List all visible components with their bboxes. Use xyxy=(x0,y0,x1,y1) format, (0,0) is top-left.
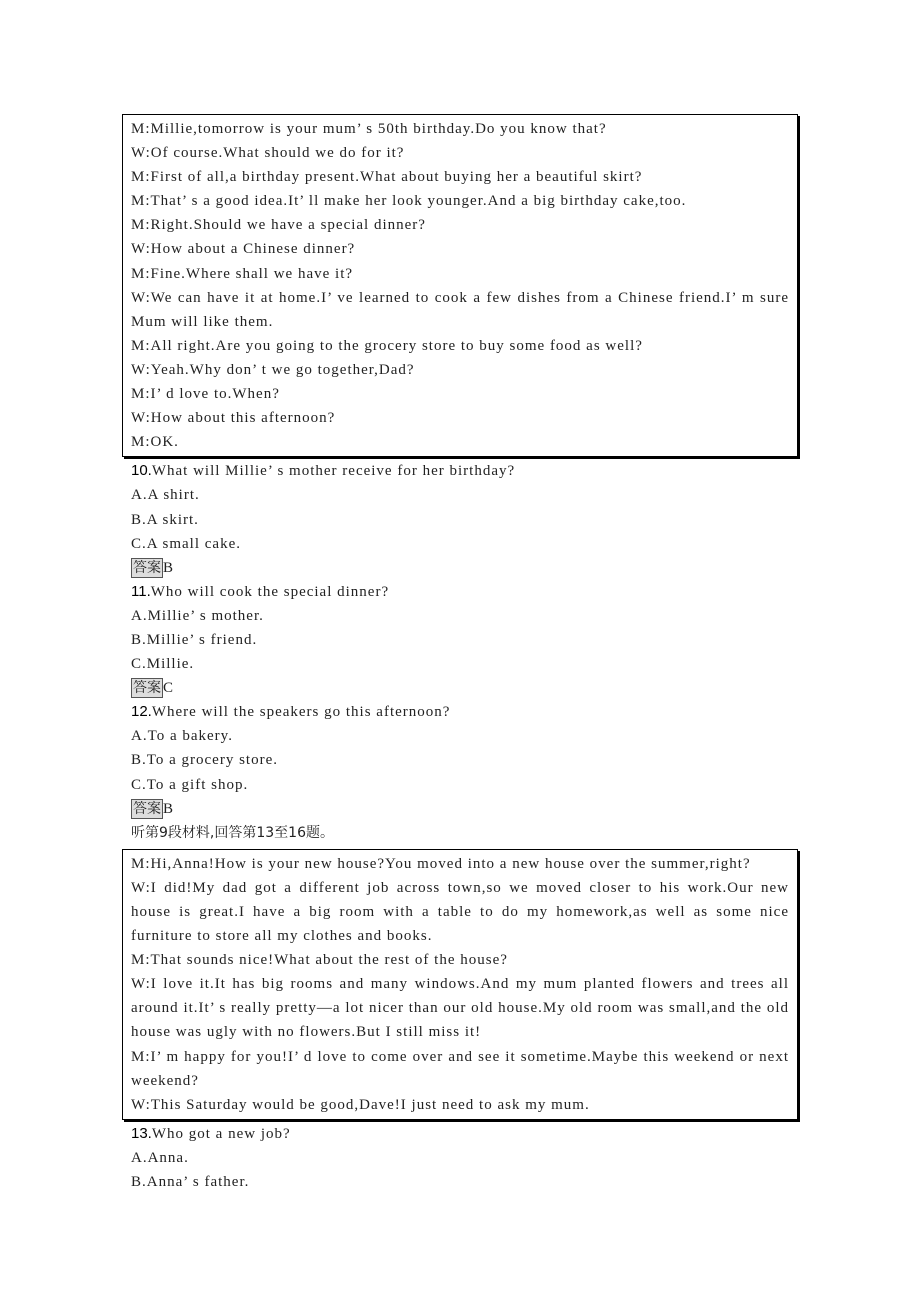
option: B.To a grocery store. xyxy=(131,752,278,769)
section-instruction: 听第9段材料,回答第13至16题。 xyxy=(131,824,334,841)
answer-value: B xyxy=(163,559,175,576)
option: C.To a gift shop. xyxy=(131,776,249,793)
question-13 xyxy=(122,1122,798,1194)
option: A.To a bakery. xyxy=(131,728,233,745)
dialogue-line: W:This Saturday would be good,Dave!I just need to ask my mum. xyxy=(131,1096,590,1113)
question-number: 10. xyxy=(131,462,152,480)
dialogue-line: M:Right.Should we have a special dinner? xyxy=(131,217,426,234)
dialogue-line: M:Millie,tomorrow is your mum’ s 50th birthday.Do you know that? xyxy=(131,121,607,137)
dialogue-box-2 xyxy=(122,849,798,1120)
question-12 xyxy=(131,700,798,724)
dialogue-line: M:Fine.Where shall we have it? xyxy=(131,265,354,282)
dialogue-line: W:How about a Chinese dinner? xyxy=(131,241,356,258)
question-10 xyxy=(131,459,798,483)
question-11 xyxy=(131,580,798,604)
dialogue-line: W:Yeah.Why don’ t we go together,Dad? xyxy=(131,361,415,378)
option: A.A shirt. xyxy=(131,487,200,504)
dialogue-line: W:Of course.What should we do for it? xyxy=(131,145,405,162)
dialogue-line: M:All right.Are you going to the grocery store to buy some food as well? xyxy=(131,337,643,354)
dialogue-line: M:That’ s a good idea.It’ ll make her look younger.And a big birthday cake,too. xyxy=(131,193,687,210)
question-text: Who will cook the special dinner? xyxy=(150,583,390,600)
question-number: 11. xyxy=(131,582,151,600)
dialogue-box-1 xyxy=(122,114,798,457)
questions-10-12 xyxy=(122,459,798,845)
option: B.A skirt. xyxy=(131,511,199,528)
dialogue-line: M:First of all,a birthday present.What about buying her a beautiful skirt? xyxy=(131,169,643,186)
question-text: Who got a new job? xyxy=(151,1125,291,1142)
dialogue-line: M:OK. xyxy=(131,434,179,451)
option: B.Millie’ s friend. xyxy=(131,631,258,648)
answer-badge: 答案 xyxy=(133,800,161,817)
dialogue-line: M:I’ m happy for you!I’ d love to come over and see it sometime.Maybe this weekend or next weekend? xyxy=(131,1048,789,1089)
answer-row xyxy=(131,797,798,821)
answer-badge: 答案 xyxy=(133,559,161,576)
dialogue-line: W:We can have it at home.I’ ve learned to cook a few dishes from a Chinese friend.I’ m sure Mum will like them. xyxy=(131,289,789,330)
option: A.Millie’ s mother. xyxy=(131,607,264,624)
option: C.Millie. xyxy=(131,656,195,673)
answer-row xyxy=(131,556,798,580)
dialogue-line: W:I love it.It has big rooms and many windows.And my mum planted flowers and trees all around it.It’ s really pretty—a lot nicer than our old house.My old room was small,and the old house was ugly with no flowers.But I still miss it! xyxy=(131,976,789,1041)
answer-row xyxy=(131,676,798,700)
answer-badge: 答案 xyxy=(133,680,161,697)
dialogue-line: M:That sounds nice!What about the rest of the house? xyxy=(131,952,508,969)
dialogue-line: M:Hi,Anna!How is your new house?You moved into a new house over the summer,right? xyxy=(131,855,751,872)
option: A.Anna. xyxy=(131,1149,189,1166)
dialogue-line: M:I’ d love to.When? xyxy=(131,386,280,403)
answer-value: B xyxy=(163,800,175,817)
option: B.Anna’ s father. xyxy=(131,1174,250,1191)
question-number: 12. xyxy=(131,703,152,721)
question-13-text xyxy=(131,1122,798,1146)
question-number: 13. xyxy=(131,1124,152,1142)
question-text: What will Millie’ s mother receive for her birthday? xyxy=(151,463,516,480)
question-text: Where will the speakers go this afternoon? xyxy=(151,704,451,721)
answer-value: C xyxy=(163,680,175,697)
dialogue-line: W:I did!My dad got a different job across town,so we moved closer to his work.Our new house is great.I have a big room with a table to do my homework,as well as some nice furniture to store all my clothes and books. xyxy=(131,879,789,945)
option: C.A small cake. xyxy=(131,535,241,552)
dialogue-line: W:How about this afternoon? xyxy=(131,410,336,427)
